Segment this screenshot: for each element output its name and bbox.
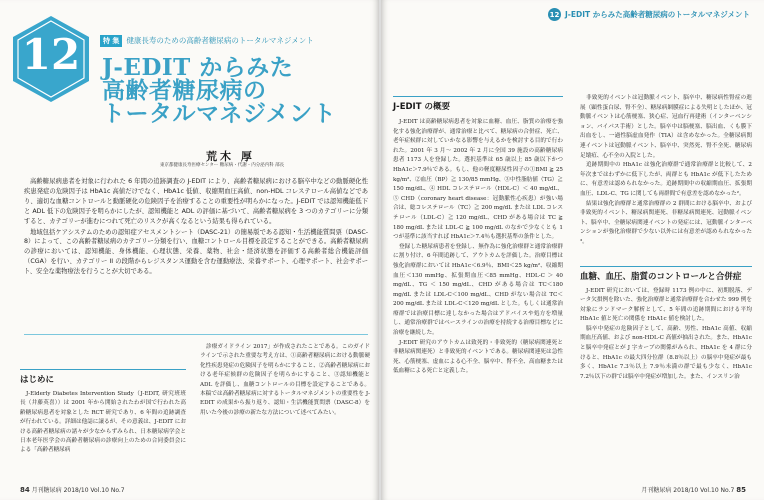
body-paragraph: 診療ガイドライン 2017」が作成されたことである。このガイドラインで示された重要な考え方は、①高齢者糖尿病における動脈硬化性疾患発症の危険因子を明らかにすること、②高齢者糖尿病における老年症候群の危険因子を明らかにすること、③認知機能と ADL を評価し、血糖コントロールの目標を設定することである。本稿では高齢者糖尿病に対するトータルマネジメントの重要性を J-EDIT の成果から振り返り、認知・生活機能質問票（DASC-8）を用いた今後の診療の新たな方法について述べてみたい。 [200,344,370,416]
series-title: 健康長寿のための高齢者糖尿病のトータルマネジメント [126,36,314,45]
page-number: 85 [736,486,746,494]
left-column-2 [200,343,370,418]
article-title [102,56,362,125]
right-page [381,0,764,500]
author-name: 荒木 厚 [206,150,255,163]
section-heading-control: 血糖、血圧、脂質のコントロールと合併症 [580,266,752,283]
right-column-2 [580,94,752,382]
body-paragraph: J-EDIT 研究のアウトカムは致死的・非致死的（糖尿病関連死と非糖尿病関連死）と非致死的イベントである。糖尿病関連死は急性死、心筋梗塞、虚血による心不全、脳卒中、腎不全、高血糖または低血糖による死亡と定義した。 [393,339,563,375]
title-line: トータルマネジメント [102,100,337,127]
title-line: J-EDIT からみた [102,54,294,81]
body-paragraph: 非致死的イベントは冠動脈イベント、脳卒中、糖尿病性腎症の進展（顕性蛋白尿、腎不全）、糖尿病網膜症による失明としたほか、冠動脈イベントは心筋梗塞、狭心症、冠血行再建術（インターベンション、バイパス手術）とした。脳卒中は脳梗塞、脳出血、くも膜下出血をし、一過性脳虚血発作（TIA）は含めなかった。全糖尿病関連イベントは冠動脈イベント、脳卒中、突然死、腎不全死、糖尿病足壊疽、心不全の入院とした。 [580,95,752,159]
abstract-paragraph: 高齢糖尿病患者を対象に行われた 6 年間の追跡調査の J-EDIT により、高齢者糖尿病における脳卒中などの動脈硬化性疾患発症の危険因子は HbA1c 高値だけでなく、HbA1c 低値、収縮期血圧高値、non-HDL コレステロール高値などであり、適切な血糖コントロールと動脈硬化の危険因子を治療することの重要性が明らかになった。J-EDIT では認知機能低下と ADL 低下の危険因子を明らかにしたが、認知機能と ADL の評価に基づいて、高齢者糖尿病を 3 つのカテゴリーに分類すると、カテゴリーが進むにつれて死亡のリスクが高くなるという結果も得られている。 [24,178,368,225]
abstract [24,177,368,278]
body-paragraph: J-EDIT は高齢糖尿病患者を対象に血糖、血圧、脂質の治療を強化する強化治療群が、通常治療と比べて、糖尿病の合併症、死亡、老年症候群に対していかなる影響を与えるかを検討する目的で行われた。2001 年 3 月〜 2002 年 2 月に全国 39 施設の高齢糖尿病患者 1173 人を登録した。選択基準は 65 歳以上 85 歳以下かつ HbA1c＞7.9％である。もし、他の軽度糖尿性因子の①BMI ≧ 25 kg/m²、②血圧（BP）≧ 130/85 mmHg、③中性脂肪値（TG）≧ 150 mg/dL、④ HDL コレステロール（HDL-C）＜ 40 mg/dL、⑤ CHD（coronary heart disease：冠動脈性心疾患）が強い場合は、総コレステロール（TC）≧ 200 mg/dL または LDL コレステロール（LDL-C）≧ 120 mg/dL、CHD がある場合は TC ≧ 180 mg/dL または LDL-C ≧ 100 mg/dL のなかで少なくとも 1 つが基準に該当すれば HbA1c＞7.4％も選択基準の条件とした。 [393,119,563,241]
abstract-divider [24,334,368,335]
body-paragraph: 結果は強化治療群と通常治療群の 2 群間における脳卒中、および非致死的イベント、糖尿病関連死、非糖尿病関連死、冠動脈イベント、脳卒中、全糖尿病関連イベントの発症には、冠動脈インターベンションが強化治療群で少ない以外には有意差が認められなかった³。 [580,200,752,245]
body-paragraph: 登録した糖尿病患者を登録し、無作為に強化治療群と通常治療群に割り付け、6 年間追跡して、アウトカムを評価した。治療目標は強化治療群においては HbA1c＜6.9％、BMI＜25 kg/m²、収縮期血圧＜130 mmHg、拡張期血圧＜85 mmHg、HDL-C ＞ 40 mg/dL、TG ＜ 150 mg/dL、CHD がある場合は TC＜180 mg/dL または LDL-C＜100 mg/dL、CHD がない場合は TC＜200 mg/dL または LDL-C＜120 mg/dL とした。もしくは通常治療群では治療目標に達しなかった場合はアドバイスや処方を増量し、通常治療群ではベースラインの治療を持続する治療目標などに治療を継続した。 [393,243,563,337]
running-head-number: 12 [548,8,561,21]
running-head-title: J-EDIT からみた高齢者糖尿病のトータルマネジメント [564,10,750,19]
series-tag: 特 集 [100,35,122,47]
section-heading-overview: J-EDIT の概要 [393,96,563,113]
left-page [0,0,379,500]
body-paragraph: J-EDIT 研究においては、登録時 1173 例の中に、初期脱落、データ欠損例を除いた、強化治療群と通常治療群を合わせた 999 例を対象にランドマーク解析として、5 年間の追跡期間における平均 HbA1c 値と死亡の関係を HbA1c 値を検討した。 [580,287,752,323]
chapter-badge [10,14,92,104]
body-paragraph: 脳卒中発症の危険因子として、高齢、男性、HbA1c 高値、収縮期血圧高値、および non-HDL-C 高値が抽出された。また、HbA1c と脳卒中発症とが J 字カーブの関係がみられ、HbA1c を 4 群に分けると、HbA1c の最大四分位群（8.8％以上）の脳卒中発症が最も多く、HbA1c 7.3％以上 7.9％未満の群で最も少なく、HbA1c 7.2％以下の群では脳卒中発症が増加した。また、インスリン治 [580,325,752,380]
body-paragraph: J-Elderly Diabetes Intervention Study（J-EDIT, 研究班班長（井藤英喜））は 2001 年から開始されたわが国で行われた高齢糖尿病患者を対象とした RCT 研究であり、6 年間の追跡調査が行われている。詳細は他誌に譲るが、その意義は、J-EDIT における高齢者糖尿病の諸々が少なからずみられ、日本糖尿病学会と日本老年医学会の高齢者糖尿病の診療向上のための合同委員会による「高齢者糖尿病 [20,391,186,454]
series-label [100,34,314,48]
journal-info: 月刊糖尿病 2018/10 Vol.10 No.7 [641,487,735,494]
left-footer [20,485,125,494]
right-column-1 [393,96,563,377]
title-line: 高齢者糖尿病の [102,77,267,104]
body-paragraph: 追跡期間中の HbA1c は強化治療群で通常治療群と比較して、2 年次まではわずかに低下したが、両群とも HbA1c が低下したために、有意差は認められなかった。追跡期間中の収縮期血圧、拡張期血圧、LDL-C、TG に関しても両群間で有意差を認めなかった²。 [580,162,752,197]
right-footer [641,485,746,494]
running-head [548,8,750,21]
page-number: 84 [20,486,30,494]
section-heading-intro: はじめに [20,369,186,386]
abstract-paragraph: 地域包括ケアシステムのための認知症アセスメントシート（DASC-21）の簡易版である認知・生活機能質問票（DASC-8）によって、この高齢者糖尿病のカテゴリー分類を行い、血糖コントロール目標を設定することができる。高齢者糖尿病の診療においては、認知機能、身体機能、心理状態、栄養、薬物、社会・経済状態を評価する高齢者総合機能評価（CGA）を行い、カテゴリー II の段階からレジスタンス運動を含む運動療法、栄養サポート、心理サポート、社会サポート、安全な薬物療法を行うことが大切である。 [24,228,368,276]
author-affiliation: 東京都健康長寿医療センター 糖尿病・代謝・内分泌内科 部長 [160,163,285,168]
chapter-number: 12 [21,30,81,79]
left-column-1 [20,345,186,456]
journal-info: 月刊糖尿病 2018/10 Vol.10 No.7 [31,487,125,494]
